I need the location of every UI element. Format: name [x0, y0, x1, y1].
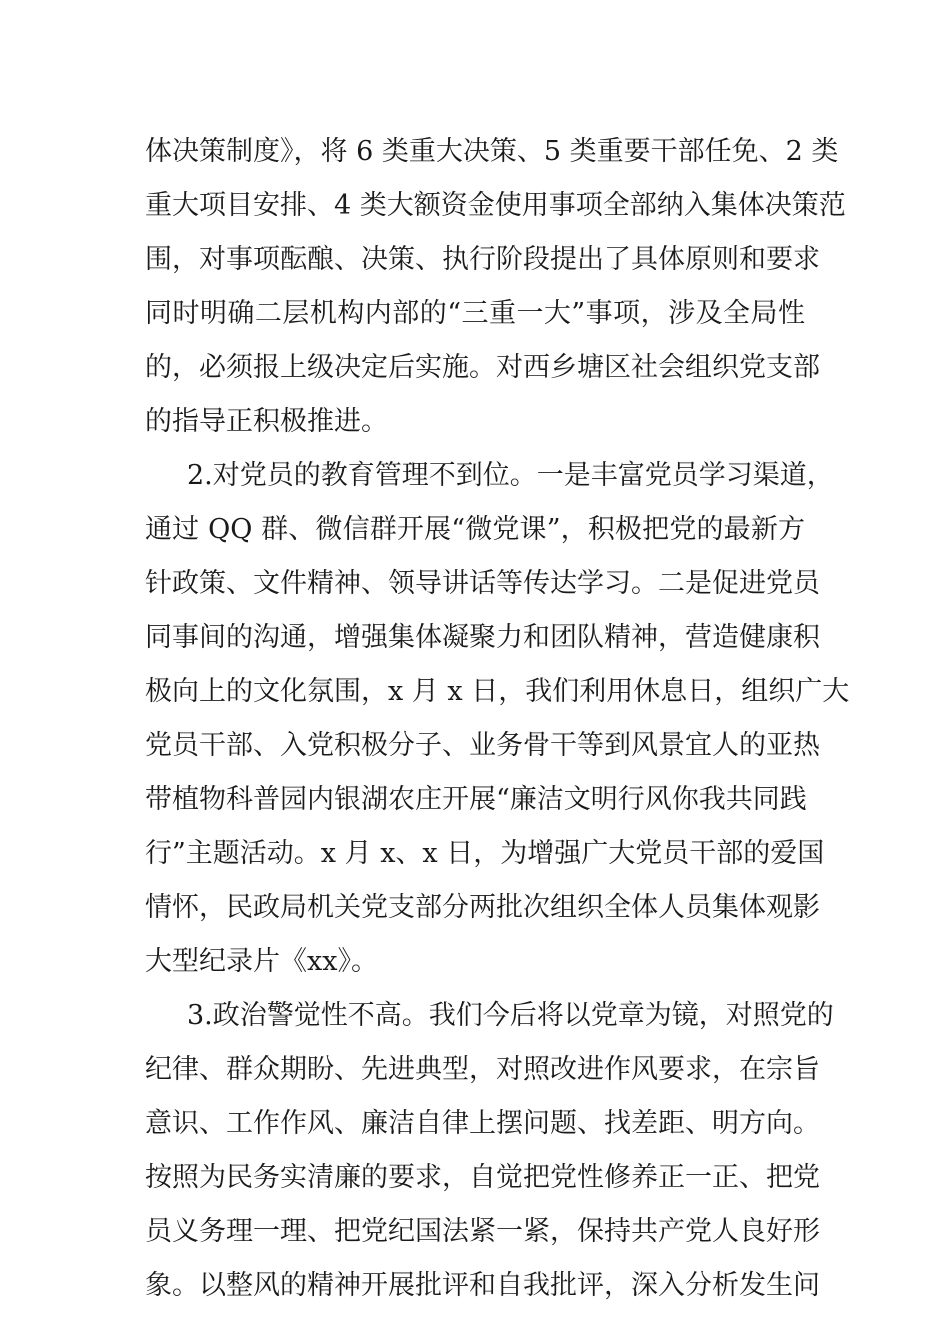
paragraph-2-line-5: 极向上的文化氛围，x 月 x 日，我们利用休息日，组织广大 — [145, 676, 850, 707]
paragraph-2-line-4: 同事间的沟通，增强集体凝聚力和团队精神，营造健康积 — [145, 622, 820, 653]
paragraph-3-line-5: 员义务理一理、把党纪国法紧一紧，保持共产党人良好形 — [145, 1216, 820, 1247]
paragraph-2-line-6: 党员干部、入党积极分子、业务骨干等到风景宜人的亚热 — [145, 730, 820, 761]
paragraph-2-line-8: 行”主题活动。x 月 x、x 日，为增强广大党员干部的爱国 — [145, 838, 825, 869]
paragraph-1-line-1: 体决策制度》，将 6 类重大决策、5 类重要干部任免、2 类 — [145, 136, 839, 167]
paragraph-2-line-2: 通过 QQ 群、微信群开展“微党课”，积极把党的最新方 — [145, 514, 805, 545]
paragraph-1-line-6: 的指导正积极推进。 — [145, 406, 388, 437]
document-body — [145, 125, 850, 1313]
paragraph-3-line-6: 象。以整风的精神开展批评和自我批评，深入分析发生问 — [145, 1270, 820, 1301]
paragraph-3-line-1: 3.政治警觉性不高。我们今后将以党章为镜，对照党的 — [187, 1000, 834, 1031]
paragraph-1-line-2: 重大项目安排、4 类大额资金使用事项全部纳入集体决策范 — [145, 190, 846, 221]
paragraph-1-line-4: 同时明确二层机构内部的“三重一大”事项，涉及全局性 — [145, 298, 805, 329]
paragraph-1-line-5: 的，必须报上级决定后实施。对西乡塘区社会组织党支部 — [145, 352, 820, 383]
paragraph-1-line-3: 围，对事项酝酿、决策、执行阶段提出了具体原则和要求 — [145, 244, 820, 275]
paragraph-2-line-9: 情怀，民政局机关党支部分两批次组织全体人员集体观影 — [145, 892, 820, 923]
paragraph-3-line-2: 纪律、群众期盼、先进典型，对照改进作风要求，在宗旨 — [145, 1054, 820, 1085]
paragraph-2-line-10: 大型纪录片《xx》。 — [145, 946, 378, 977]
paragraph-2-line-1: 2.对党员的教育管理不到位。一是丰富党员学习渠道， — [187, 460, 834, 491]
paragraph-3-line-4: 按照为民务实清廉的要求，自觉把党性修养正一正、把党 — [145, 1162, 820, 1193]
paragraph-2-line-7: 带植物科普园内银湖农庄开展“廉洁文明行风你我共同践 — [145, 784, 807, 815]
paragraph-3-line-3: 意识、工作作风、廉洁自律上摆问题、找差距、明方向。 — [145, 1108, 820, 1139]
paragraph-2-line-3: 针政策、文件精神、领导讲话等传达学习。二是促进党员 — [145, 568, 820, 599]
